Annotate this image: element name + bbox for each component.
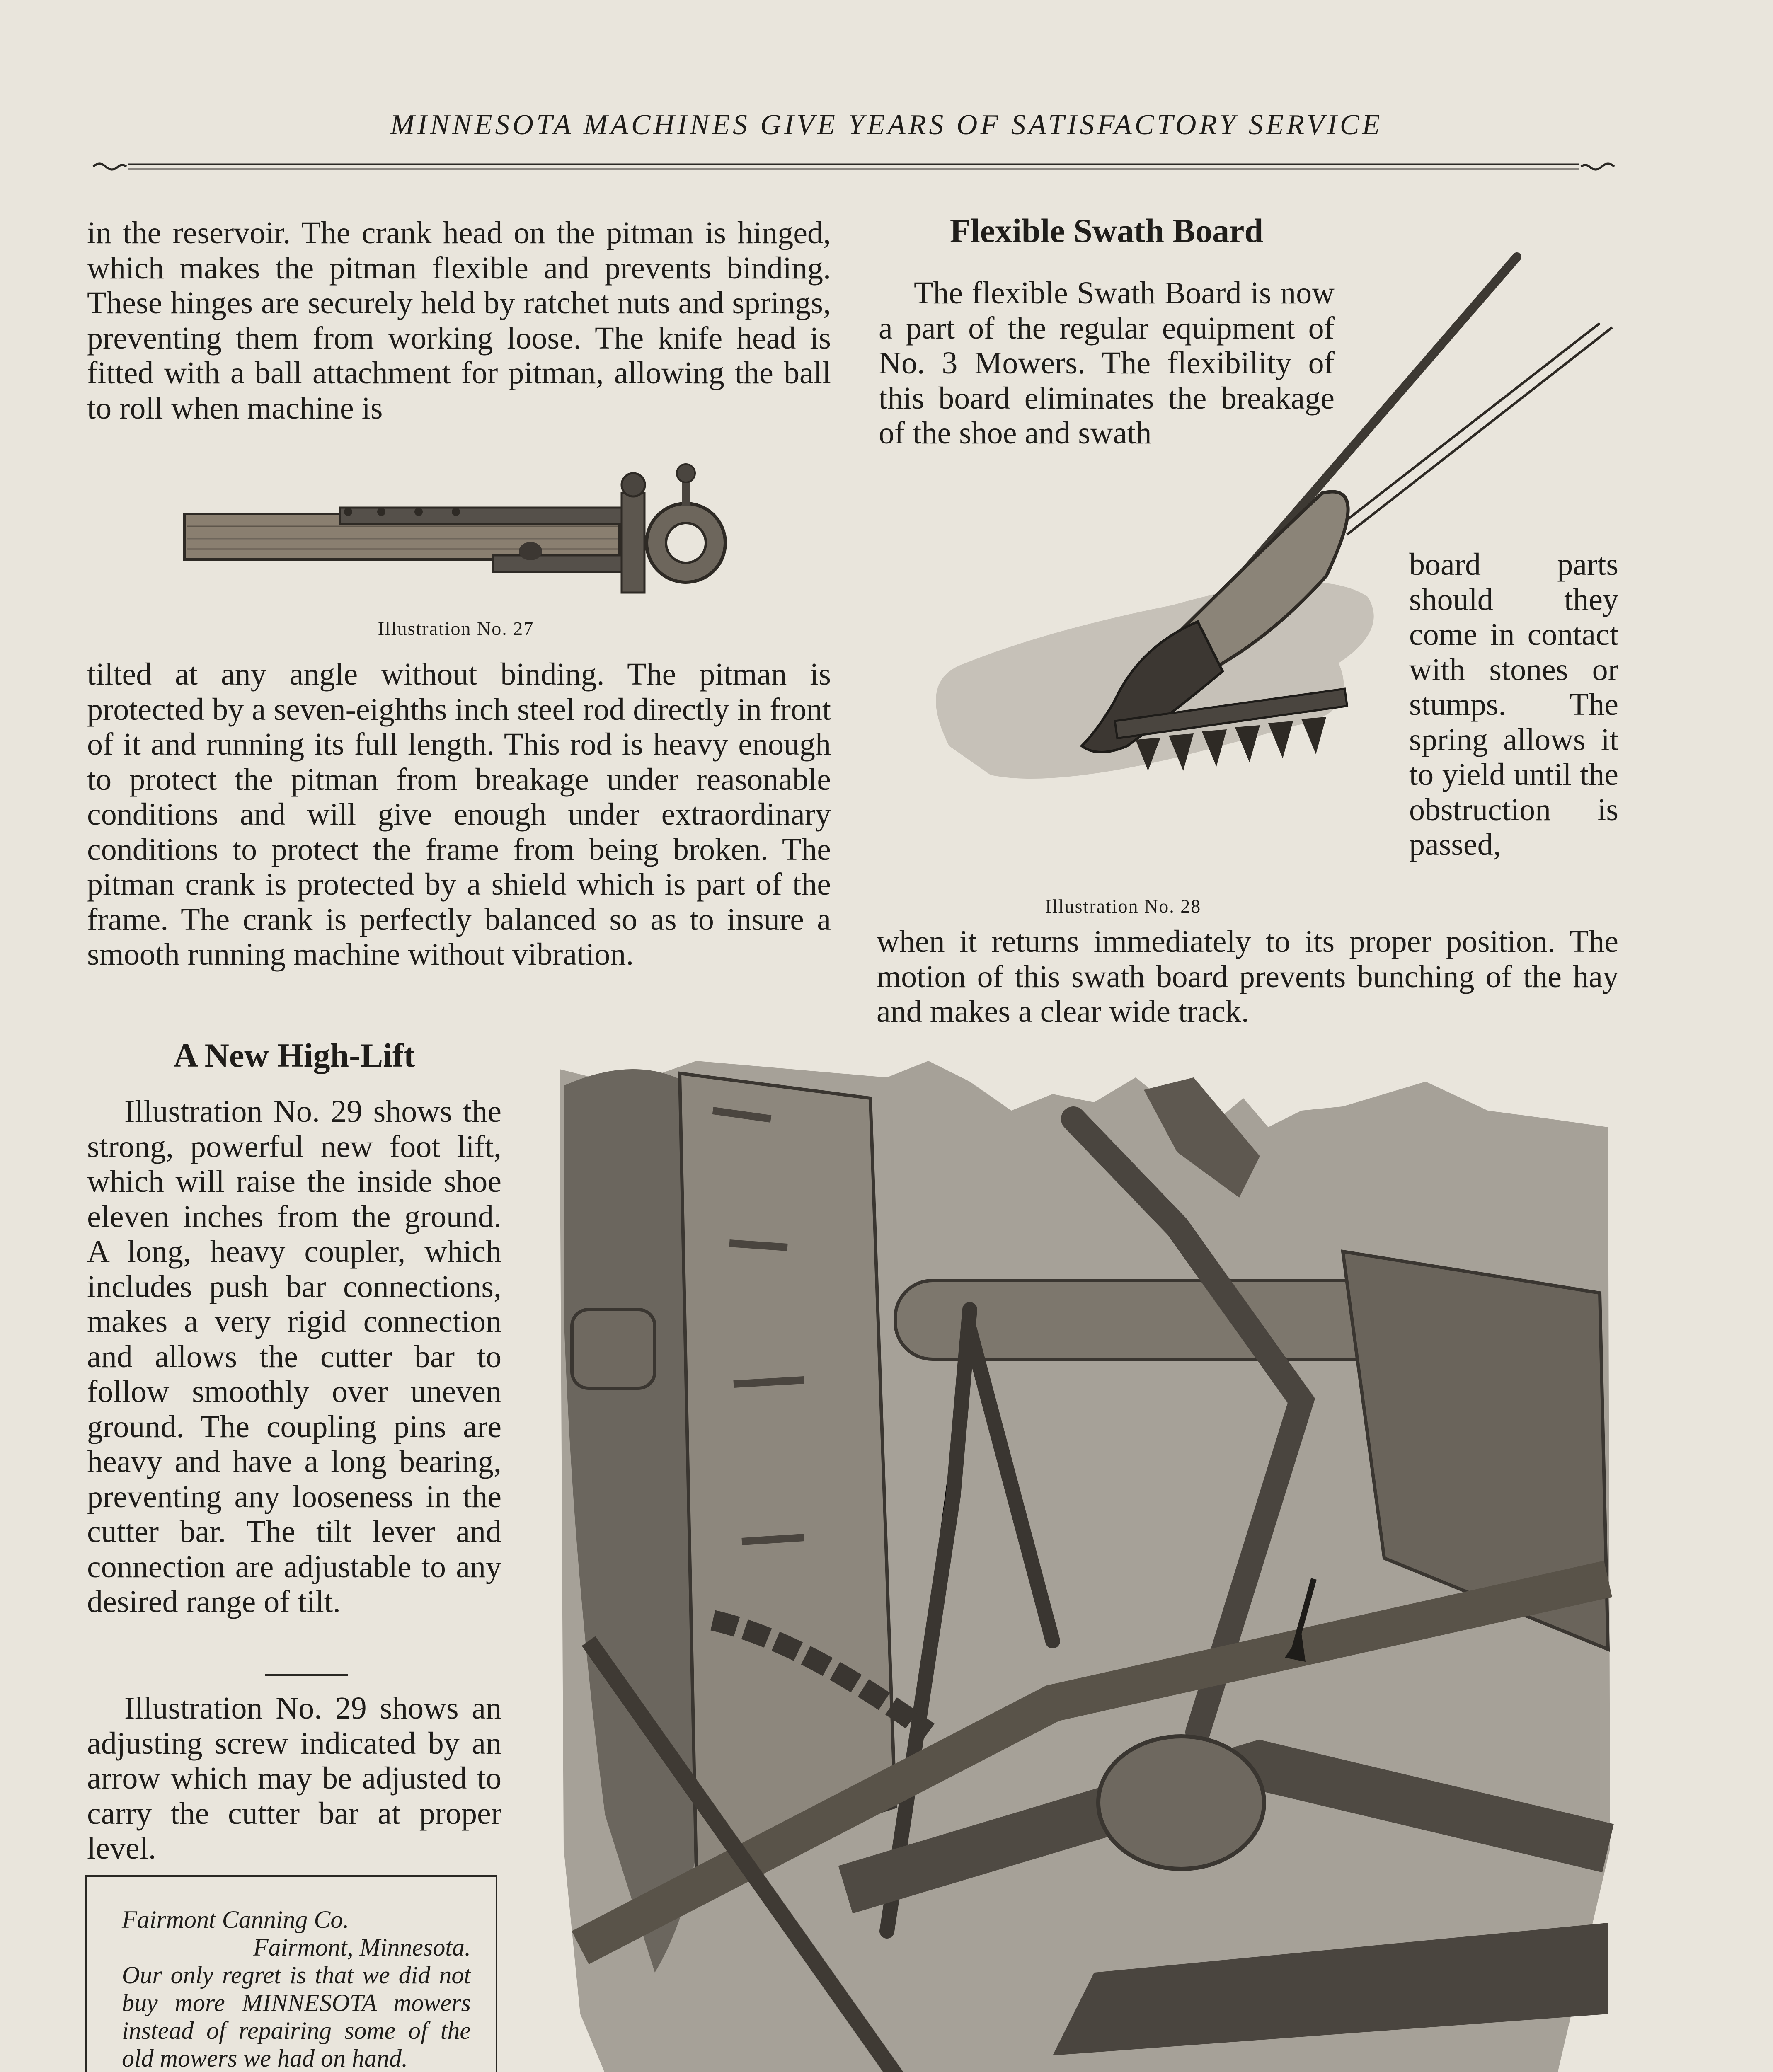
section-divider [265, 1674, 348, 1676]
high-lift-mechanism-illustration [555, 1061, 1616, 2072]
high-lift-heading: A New High-Lift [173, 1036, 415, 1074]
illustration-27-caption: Illustration No. 27 [378, 618, 534, 639]
testimonial-company: Fairmont Canning Co. [122, 1906, 349, 1933]
swath-board-heading: Flexible Swath Board [949, 212, 1264, 249]
running-header: MINNESOTA MACHINES GIVE YEARS OF SATISFACTORY SERVICE [390, 109, 1383, 141]
testimonial-quote: Our only regret is that we did not buy more MINNESOTA mowers instead of repairing some of the old mowers we had on hand. [122, 1961, 471, 2072]
swath-board-illustration [883, 249, 1629, 879]
illustration-28-caption: Illustration No. 28 [1045, 896, 1201, 917]
high-lift-paragraph-1: Illustration No. 29 shows the strong, powerful new foot lift, which will raise the inside shoe eleven inches from the ground. A long, heavy coupler, which includes push bar connections, makes a very rigid connection and allows the cutter bar to follow smoothly over uneven ground. The coupling pins are heavy and have a long bearing, preventing any looseness in the cutter bar. The tilt lever and connection are adjustable to any desired range of tilt. [87, 1094, 501, 1619]
testimonial-box [85, 1875, 497, 2072]
ornamental-rule [89, 160, 1618, 174]
pitman-paragraph-1: in the reservoir. The crank head on the pitman is hinged, which makes the pitman flexible and prevents binding. These hinges are securely held by ratchet nuts and springs, preventing them from working loose. The knife head is fitted with a ball attachment for pitman, allowing the ball to roll when machine is [87, 215, 831, 426]
swath-paragraph-side: board parts should they come in contact with stones or stumps. The spring allows it to yield until the obstruction is passed, [1409, 547, 1618, 862]
swath-paragraph-bottom: when it returns immediately to its proper position. The motion of this swath board prevents bunching of the hay and makes a clear wide track. [877, 924, 1618, 1029]
pitman-illustration [182, 460, 734, 597]
swath-paragraph-top: The flexible Swath Board is now a part of the regular equipment of No. 3 Mowers. The flexibility of this board eliminates the breakage of the shoe and swath [879, 276, 1335, 450]
pitman-paragraph-2: tilted at any angle without binding. The pitman is protected by a seven-eighths inch steel rod directly in front of it and running its full length. This rod is heavy enough to protect the pitman from breakage under reasonable conditions and will give enough under extraordinary conditions to protect the frame from being broken. The pitman crank is protected by a shield which is part of the frame. The crank is perfectly balanced so as to insure a smooth running machine without vibration. [87, 657, 831, 972]
testimonial-location: Fairmont, Minnesota. [253, 1934, 471, 1961]
high-lift-paragraph-2: Illustration No. 29 shows an adjusting screw indicated by an arrow which may be adjusted to carry the cutter bar at proper level. [87, 1691, 501, 1866]
